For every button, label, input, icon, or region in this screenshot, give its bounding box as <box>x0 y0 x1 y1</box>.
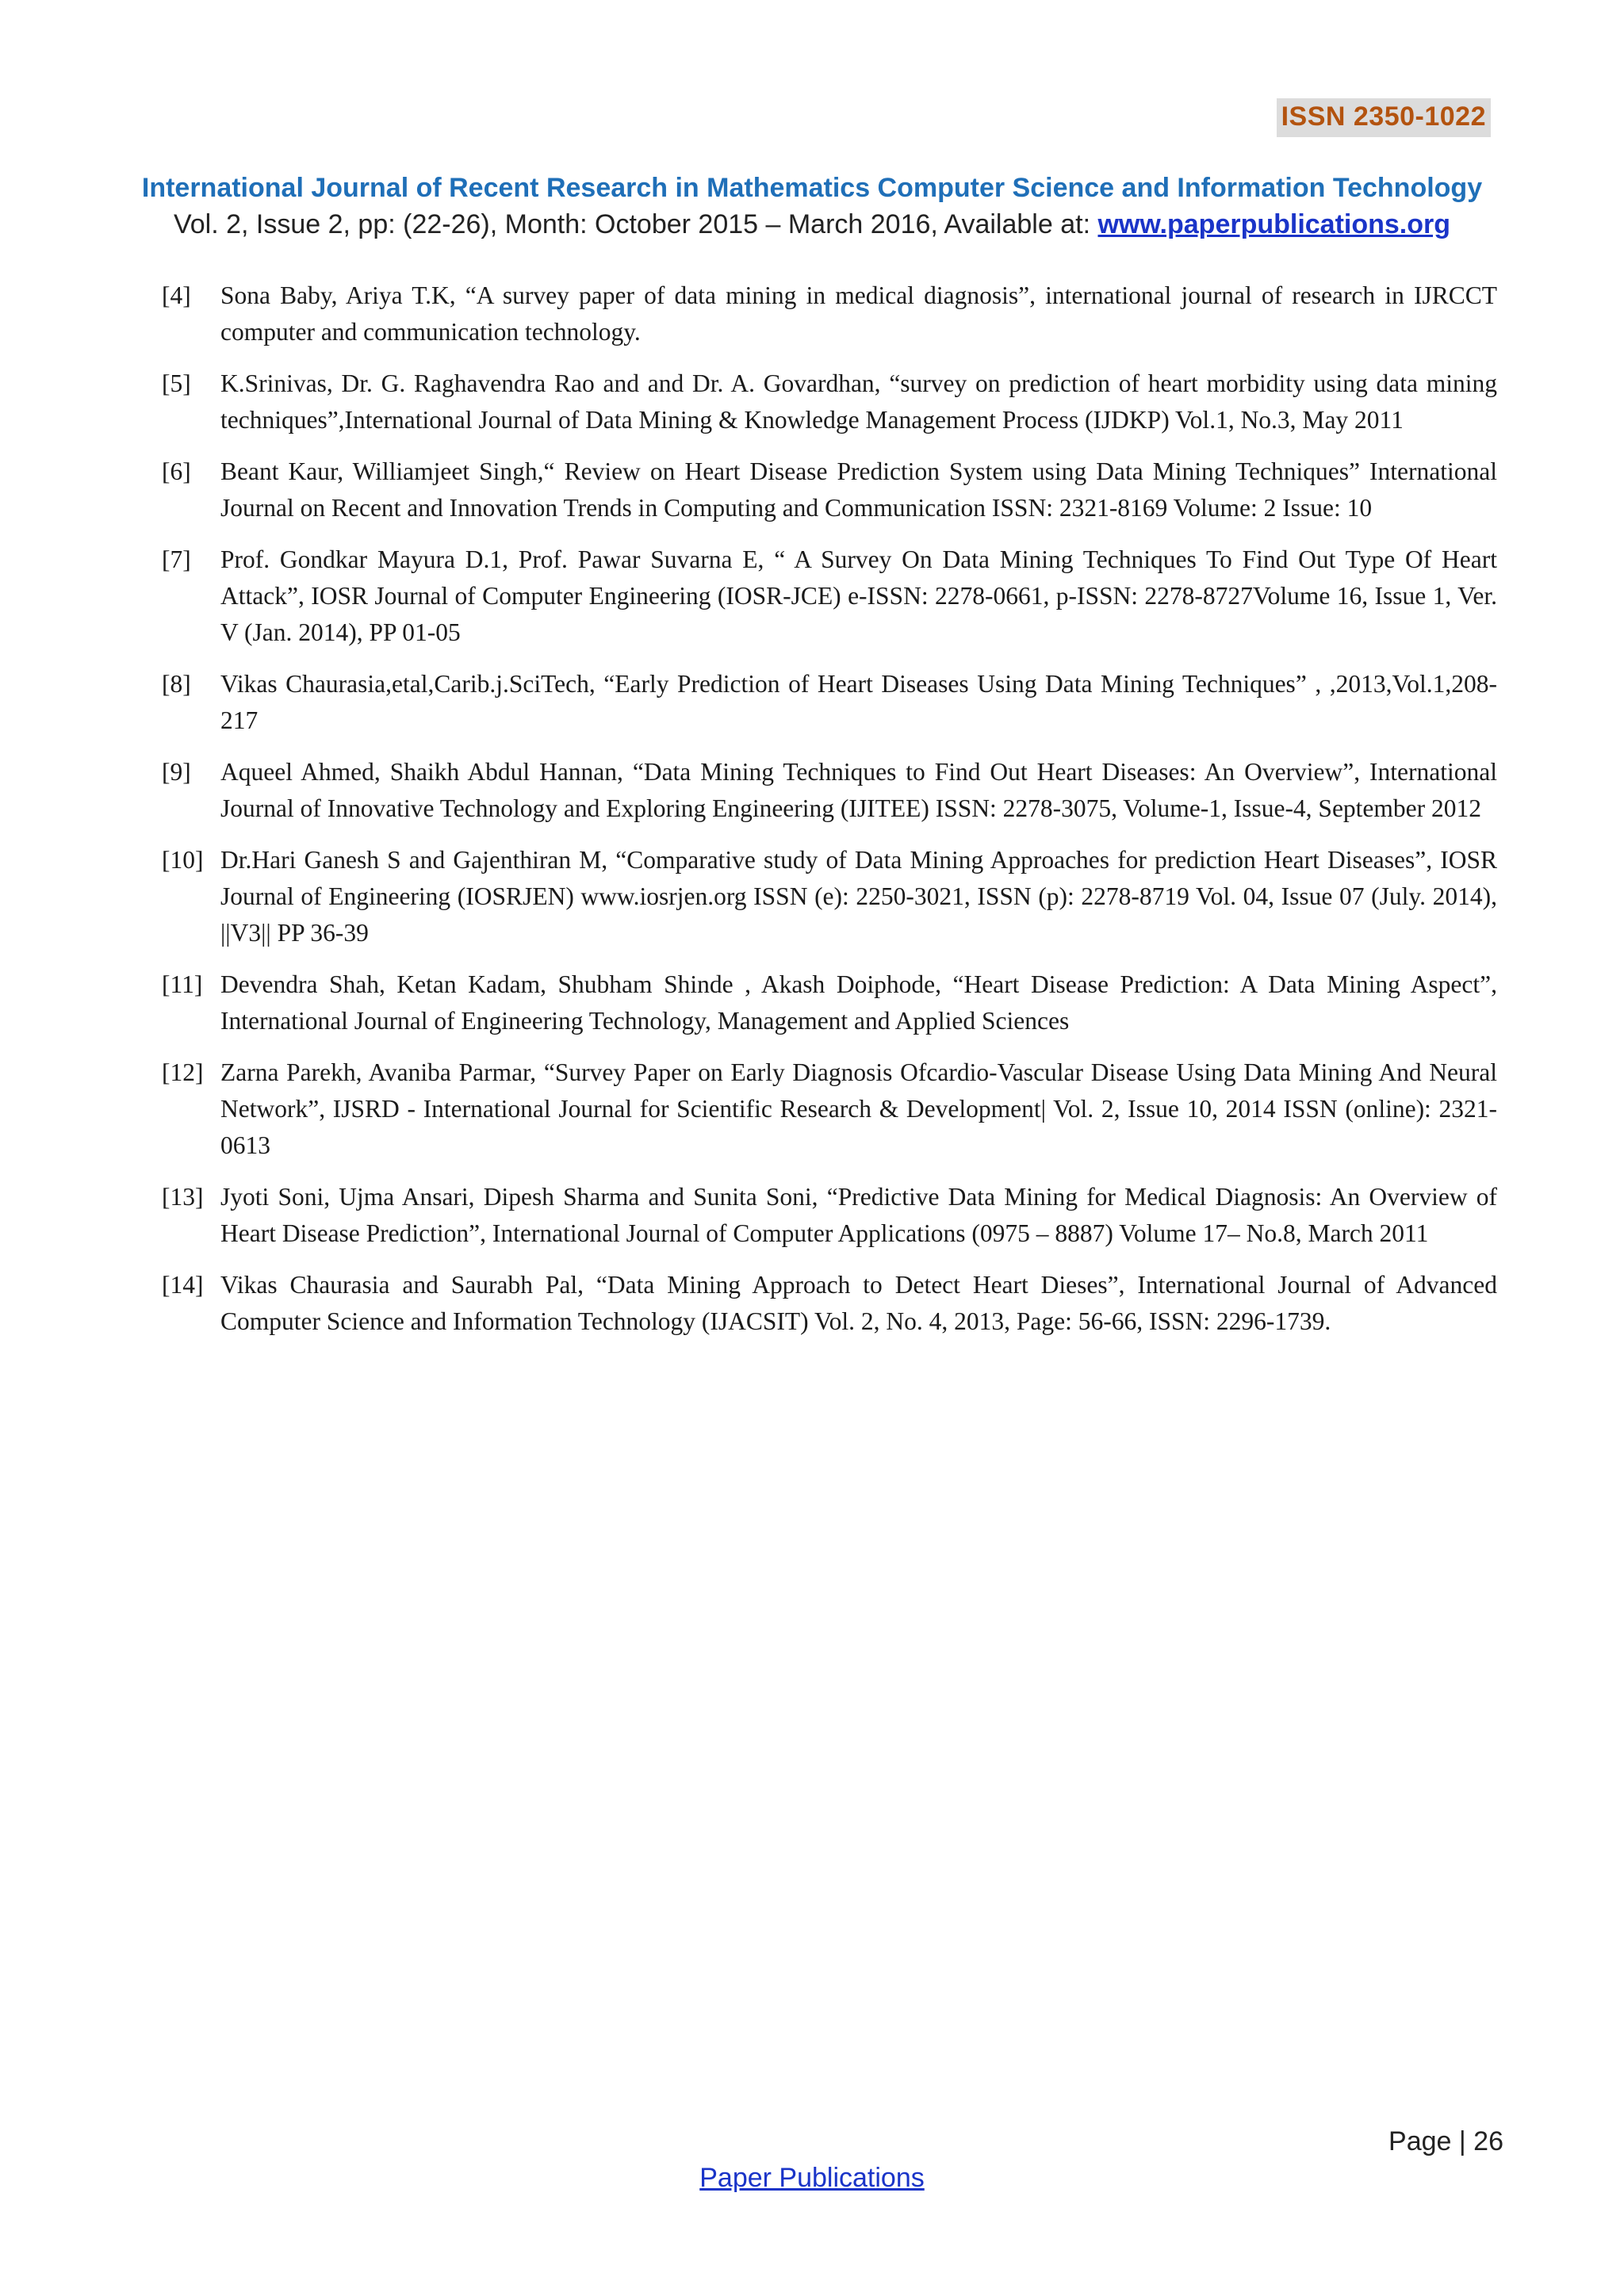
reference-text: Vikas Chaurasia and Saurabh Pal, “Data Mining Approach to Detect Heart Dieses”, International Journal of Advanced Computer Science and Information Technology (IJACSIT) Vol. 2, No. 4, 2013, Page: 56-66, ISSN: 2296-1739. <box>220 1271 1497 1335</box>
reference-number: [14] <box>162 1271 204 1299</box>
reference-item <box>162 277 1497 350</box>
reference-list <box>162 277 1497 1355</box>
reference-item <box>162 1267 1497 1340</box>
reference-item <box>162 754 1497 827</box>
reference-number: [12] <box>162 1058 204 1086</box>
reference-number: [7] <box>162 545 191 573</box>
reference-item <box>162 365 1497 438</box>
reference-number: [13] <box>162 1183 204 1211</box>
reference-item <box>162 1054 1497 1164</box>
reference-item <box>162 1179 1497 1252</box>
reference-text: Devendra Shah, Ketan Kadam, Shubham Shinde , Akash Doiphode, “Heart Disease Prediction: A Data Mining Aspect”, International Journal of Engineering Technology, Management and Applied Sciences <box>220 970 1497 1035</box>
page-number: Page | 26 <box>1388 2126 1503 2156</box>
reference-text: Vikas Chaurasia,etal,Carib.j.SciTech, “Early Prediction of Heart Diseases Using Data Mining Techniques” , ,2013,Vol.1,208-217 <box>220 670 1497 734</box>
reference-number: [9] <box>162 758 191 786</box>
journal-info-text: Vol. 2, Issue 2, pp: (22-26), Month: October 2015 – March 2016, Available at: <box>173 209 1098 239</box>
page-footer <box>0 2163 1624 2194</box>
reference-text: Dr.Hari Ganesh S and Gajenthiran M, “Comparative study of Data Mining Approaches for prediction Heart Diseases”, IOSR Journal of Engineering (IOSRJEN) www.iosrjen.org ISSN (e): 2250-3021, ISSN (p): 2278-8719 Vol. 04, Issue 07 (July. 2014), ||V3|| PP 36-39 <box>220 846 1497 947</box>
reference-number: [6] <box>162 457 191 485</box>
reference-text: Prof. Gondkar Mayura D.1, Prof. Pawar Suvarna E, “ A Survey On Data Mining Techniques To Find Out Type Of Heart Attack”, IOSR Journal of Computer Engineering (IOSR-JCE) e-ISSN: 2278-0661, p-ISSN: 2278-8727Volume 16, Issue 1, Ver. V (Jan. 2014), PP 01-05 <box>220 545 1497 646</box>
reference-text: Jyoti Soni, Ujma Ansari, Dipesh Sharma and Sunita Soni, “Predictive Data Mining for Medical Diagnosis: An Overview of Heart Disease Prediction”, International Journal of Computer Applications (0975 – 8887) Volume 17– No.8, March 2011 <box>220 1183 1497 1247</box>
reference-text: Sona Baby, Ariya T.K, “A survey paper of data mining in medical diagnosis”, international journal of research in IJRCCT computer and communication technology. <box>220 281 1497 346</box>
reference-text: Zarna Parekh, Avaniba Parmar, “Survey Paper on Early Diagnosis Ofcardio-Vascular Disease Using Data Mining And Neural Network”, IJSRD - International Journal for Scientific Research & Development| Vol. 2, Issue 10, 2014 ISSN (online): 2321-0613 <box>220 1058 1497 1159</box>
reference-number: [4] <box>162 281 191 309</box>
reference-item <box>162 453 1497 526</box>
issn-badge: ISSN 2350-1022 <box>1277 98 1491 137</box>
publisher-link[interactable]: Paper Publications <box>699 2163 925 2193</box>
journal-url-link[interactable]: www.paperpublications.org <box>1097 209 1451 239</box>
journal-info <box>0 206 1624 243</box>
reference-text: K.Srinivas, Dr. G. Raghavendra Rao and and Dr. A. Govardhan, “survey on prediction of heart morbidity using data mining techniques”,International Journal of Data Mining & Knowledge Management Process (IJDKP) Vol.1, No.3, May 2011 <box>220 369 1497 434</box>
reference-number: [11] <box>162 970 203 998</box>
reference-number: [10] <box>162 846 204 874</box>
reference-number: [8] <box>162 670 191 698</box>
reference-text: Beant Kaur, Williamjeet Singh,“ Review on Heart Disease Prediction System using Data Mining Techniques” International Journal on Recent and Innovation Trends in Computing and Communication ISSN: 2321-8169 Volume: 2 Issue: 10 <box>220 457 1497 522</box>
reference-item <box>162 842 1497 951</box>
reference-text: Aqueel Ahmed, Shaikh Abdul Hannan, “Data Mining Techniques to Find Out Heart Diseases: An Overview”, International Journal of Innovative Technology and Exploring Engineering (IJITEE) ISSN: 2278-3075, Volume-1, Issue-4, September 2012 <box>220 758 1497 822</box>
reference-item <box>162 666 1497 739</box>
journal-header <box>0 170 1624 243</box>
reference-number: [5] <box>162 369 191 397</box>
reference-item <box>162 966 1497 1039</box>
journal-title: International Journal of Recent Research in Mathematics Computer Science and Information Technology <box>141 173 1483 203</box>
reference-item <box>162 541 1497 651</box>
